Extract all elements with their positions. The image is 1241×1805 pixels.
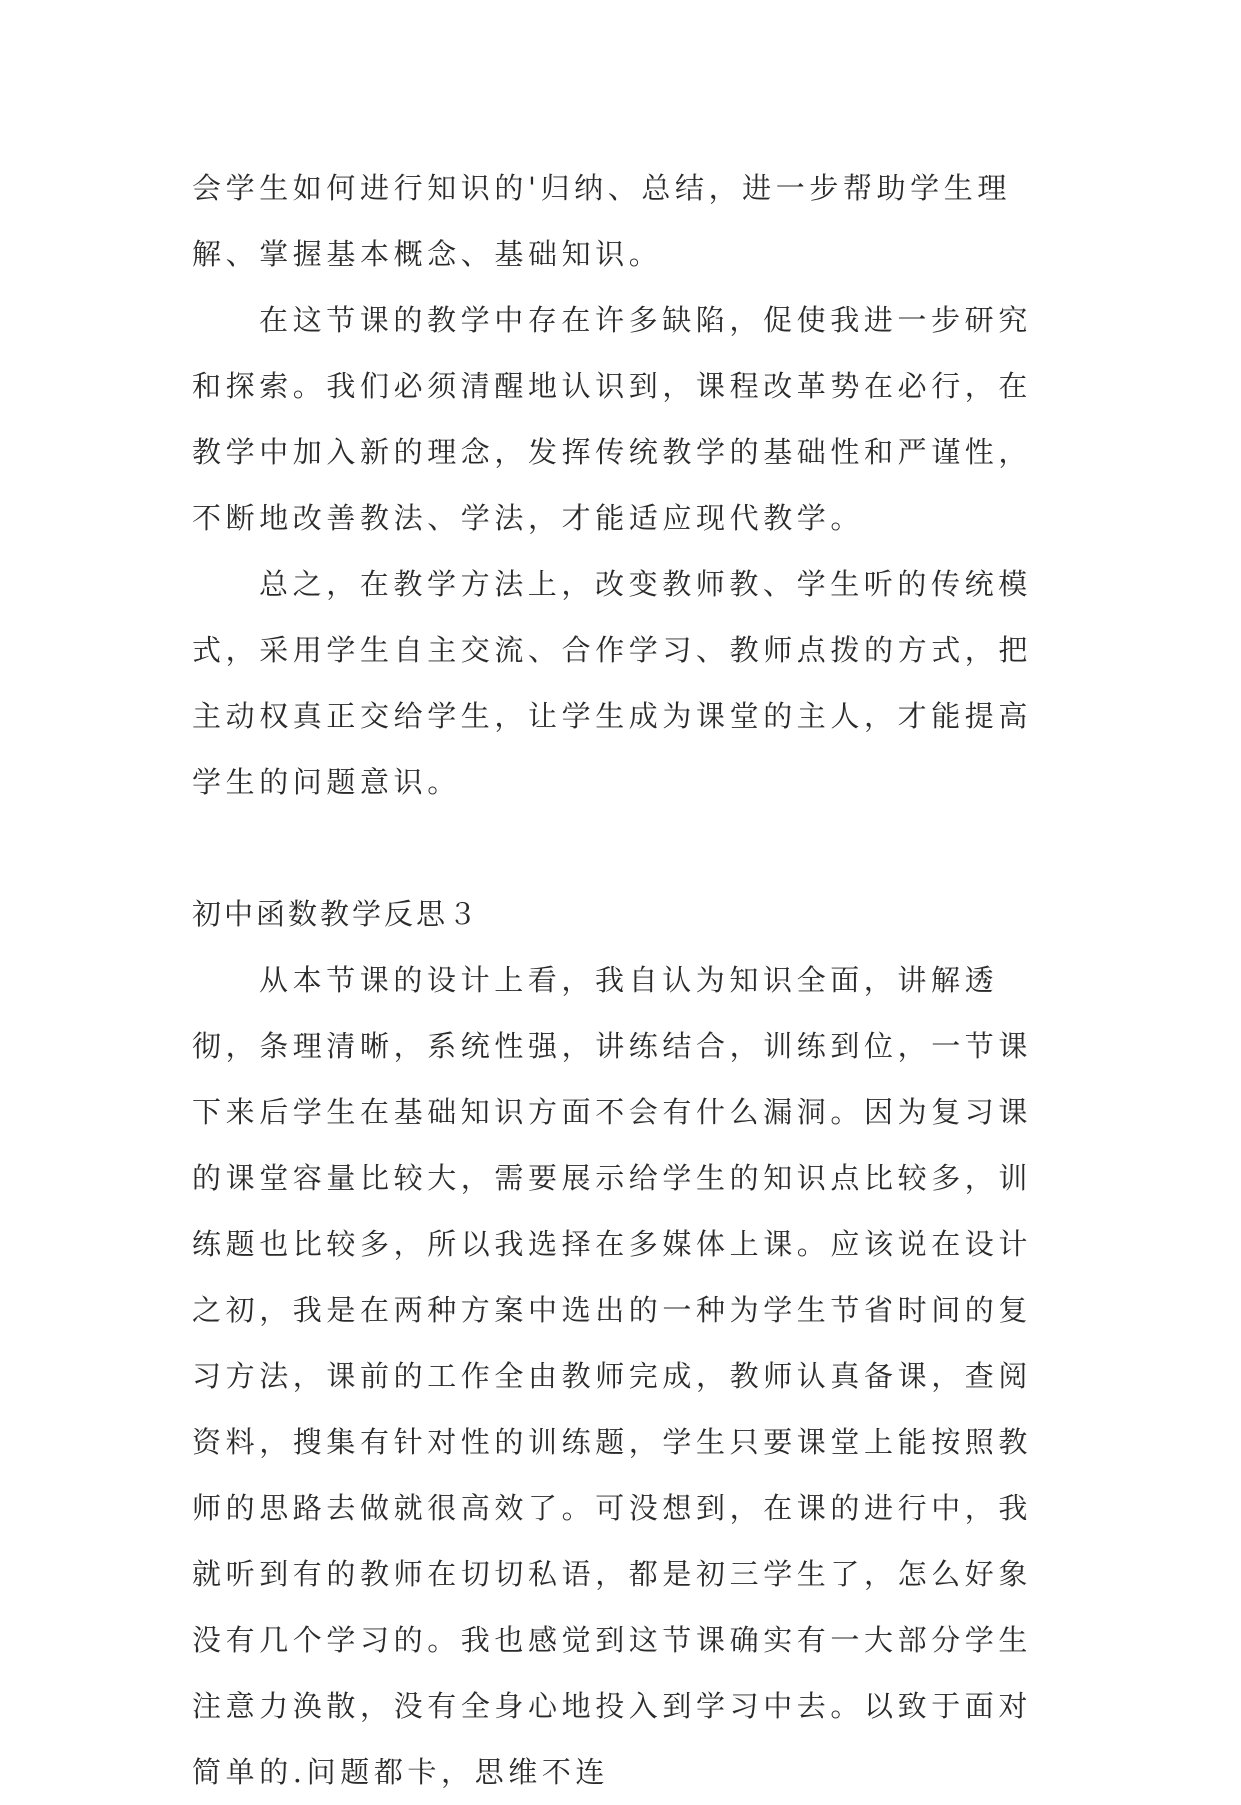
paragraph-summary: 总之，在教学方法上，改变教师教、学生听的传统模式，采用学生自主交流、合作学习、教师点拨的方式，把主动权真正交给学生，让学生成为课堂的主人，才能提高学生的问题意识。 [192,567,1033,799]
document-body [192,155,1052,1805]
paragraph-design: 从本节课的设计上看，我自认为知识全面，讲解透彻，条理清晰，系统性强，讲练结合，训练到位，一节课下来后学生在基础知识方面不会有什么漏洞。因为复习课的课堂容量比较大，需要展示给学生的知识点比较多，训练题也比较多，所以我选择在多媒体上课。应该说在设计之初，我是在两种方案中选出的一种为学生节省时间的复习方法，课前的工作全由教师完成，教师认真备课，查阅资料，搜集有针对性的训练题，学生只要课堂上能按照教师的思路去做就很高效了。可没想到，在课的进行中，我就听到有的教师在切切私语，都是初三学生了，怎么好象没有几个学习的。我也感觉到这节课确实有一大部分学生注意力涣散，没有全身心地投入到学习中去。以致于面对简单的.问题都卡，思维不连 [192,963,1033,1789]
paragraph-defects: 在这节课的教学中存在许多缺陷，促使我进一步研究和探索。我们必须清醒地认识到，课程改革势在必行，在教学中加入新的理念，发挥传统教学的基础性和严谨性，不断地改善教法、学法，才能适应现代教学。 [192,303,1033,535]
section-title: 初中函数教学反思３ [192,897,481,931]
paragraph-intro: 会学生如何进行知识的'归纳、总结，进一步帮助学生理解、掌握基本概念、基础知识。 [192,171,1011,271]
